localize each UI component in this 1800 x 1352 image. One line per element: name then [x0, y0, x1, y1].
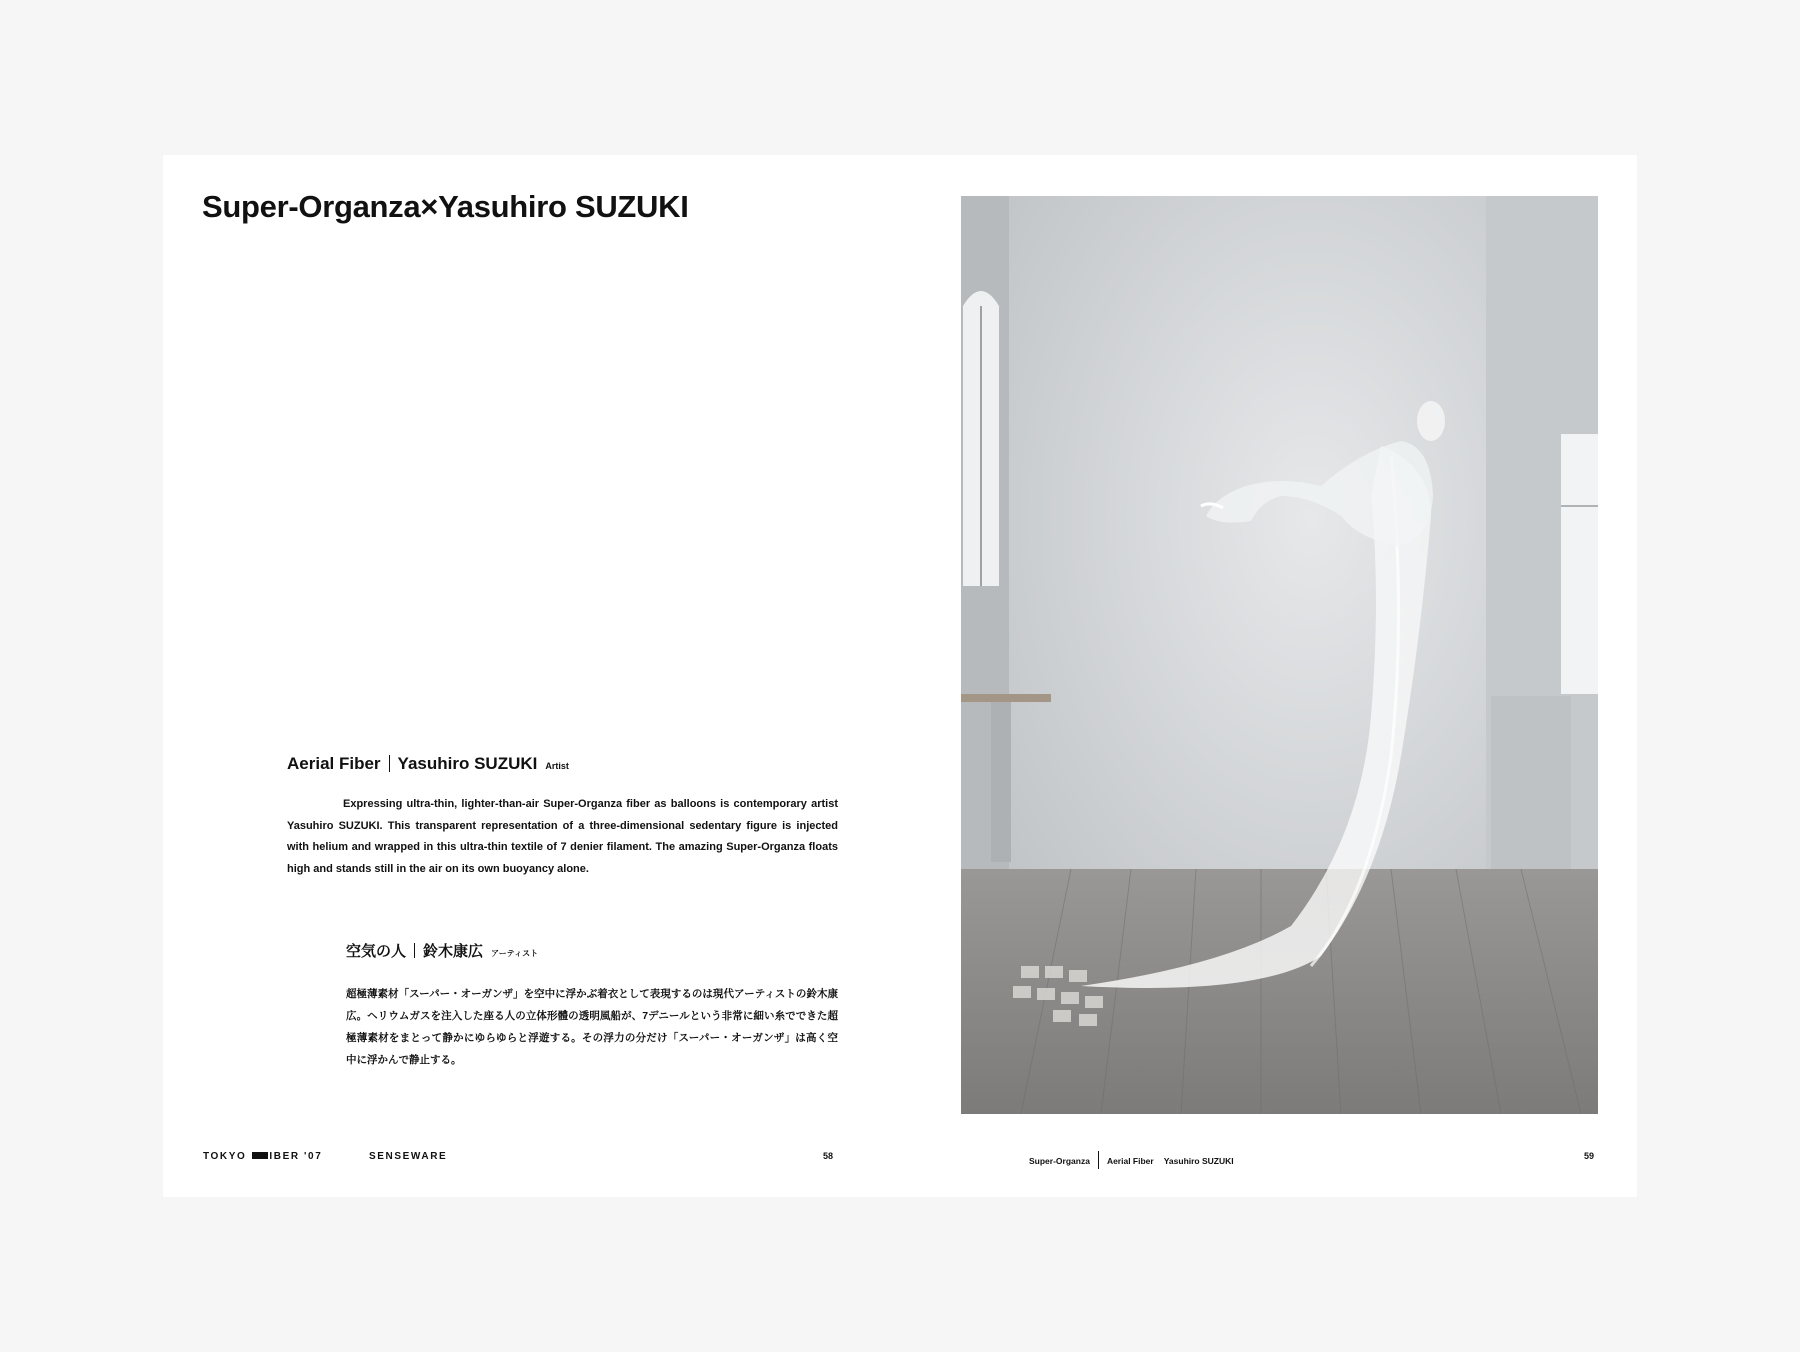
japanese-artist-name: 鈴木康広	[423, 943, 484, 960]
footer-divider	[1098, 1151, 1099, 1169]
japanese-work-title: 空気の人	[346, 943, 407, 960]
english-work-title: Aerial Fiber	[287, 754, 381, 773]
english-section	[287, 754, 838, 880]
page-number-right: 59	[1583, 1151, 1594, 1161]
magazine-spread	[163, 155, 1637, 1197]
heading-divider	[414, 943, 415, 958]
left-page-footer	[203, 1151, 833, 1165]
page-number-left: 58	[822, 1151, 833, 1161]
heading-divider	[389, 755, 390, 772]
english-artist-name: Yasuhiro SUZUKI	[397, 754, 538, 773]
logo-text-tokyo: TOKYO	[203, 1151, 247, 1162]
logo-text-fiber: IBER '07	[269, 1151, 323, 1162]
japanese-artist-role: アーティスト	[491, 949, 539, 958]
english-artist-role: Artist	[545, 761, 569, 771]
f-mark-icon	[252, 1152, 268, 1159]
japanese-section	[346, 940, 838, 1071]
series-name: SENSEWARE	[369, 1151, 448, 1162]
page-title: Super-Organza×Yasuhiro SUZUKI	[202, 189, 689, 224]
footer-material: Super-Organza	[1029, 1156, 1090, 1166]
artwork-photo	[961, 196, 1598, 1114]
footer-artist-name: Yasuhiro SUZUKI	[1163, 1156, 1234, 1166]
right-page-footer	[1029, 1151, 1594, 1171]
english-body-text: Expressing ultra-thin, lighter-than-air Super-Organza fiber as balloons is contemporary artist Yasuhiro SUZUKI. This transparent representation of a three-dimensional sedentary figure is injected with helium and wrapped in this ultra-thin textile of 7 denier filament. The amazing Super-Organza floats high and stands still in the air on its own buoyancy alone.	[287, 798, 838, 875]
japanese-heading	[346, 940, 838, 961]
publication-logo	[203, 1151, 322, 1162]
floating-figure-photo-illustration	[961, 196, 1598, 1114]
japanese-body-text: 超極薄素材「スーパー・オーガンザ」を空中に浮かぶ着衣として表現するのは現代アーティストの鈴木康広。ヘリウムガスを注入した座る人の立体形體の透明風船が、7デニールという非常に細い糸でできた超極薄素材をまとって静かにゆらゆらと浮遊する。その浮力の分だけ「スーパー・オーガンザ」は高く空中に浮かんで静止する。	[346, 988, 838, 1066]
footer-work-title: Aerial Fiber	[1106, 1156, 1154, 1166]
english-heading	[287, 754, 838, 774]
